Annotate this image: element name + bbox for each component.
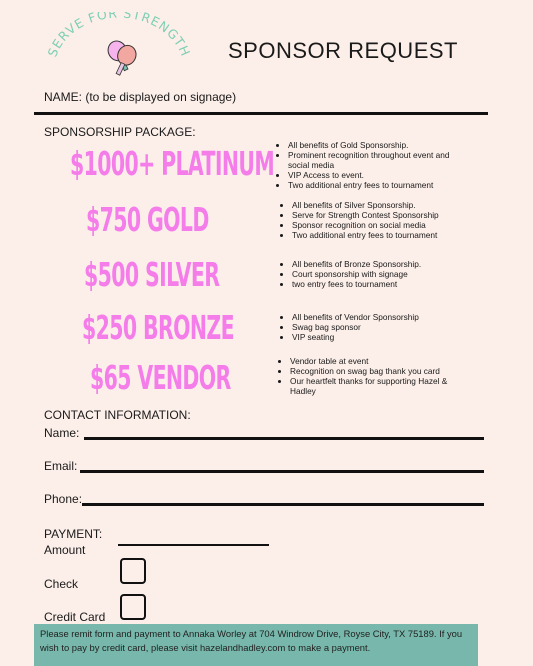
list-item: • Vendor table at event bbox=[290, 356, 468, 366]
vendor-benefits bbox=[276, 356, 468, 396]
tier-gold: $750 GOLD bbox=[86, 200, 209, 239]
name-line[interactable] bbox=[34, 112, 488, 115]
check-checkbox[interactable] bbox=[120, 558, 146, 584]
gold-benefits bbox=[278, 200, 472, 240]
logo-text: SERVE FOR STRENGTH bbox=[44, 12, 194, 59]
list-item: • two entry fees to tournament bbox=[292, 279, 472, 289]
footer-note: Please remit form and payment to Annaka Worley at 704 Windrow Drive, Royse City, TX 75189. If you wish to pay by credit card, please visit hazelandhadley.com to make a payment. bbox=[34, 624, 478, 666]
check-label: Check bbox=[44, 577, 79, 591]
amount-line[interactable] bbox=[118, 544, 269, 546]
bronze-benefits bbox=[278, 312, 472, 342]
list-item: • VIP seating bbox=[292, 332, 472, 342]
tier-vendor: $65 VENDOR bbox=[90, 358, 231, 397]
credit-card-checkbox[interactable] bbox=[120, 594, 146, 620]
list-item: • All benefits of Vendor Sponsorship bbox=[292, 312, 472, 322]
amount-label: Amount bbox=[44, 543, 86, 557]
name-label: NAME: (to be displayed on signage) bbox=[44, 90, 237, 104]
list-item: • Court sponsorship with signage bbox=[292, 269, 472, 279]
list-item: • Serve for Strength Contest Sponsorship bbox=[292, 210, 472, 220]
list-item: • Two additional entry fees to tournament bbox=[288, 180, 468, 190]
credit-card-label: Credit Card bbox=[44, 610, 106, 624]
package-label: SPONSORSHIP PACKAGE: bbox=[44, 125, 196, 139]
contact-email-line[interactable] bbox=[80, 470, 484, 473]
list-item: • All benefits of Gold Sponsorship. bbox=[288, 140, 468, 150]
page-title: SPONSOR REQUEST bbox=[228, 38, 458, 63]
logo bbox=[44, 12, 194, 78]
list-item: • Our heartfelt thanks for supporting Hazel & Hadley bbox=[290, 376, 468, 396]
contact-name-label: Name: bbox=[44, 426, 80, 440]
contact-name-line[interactable] bbox=[84, 437, 484, 440]
list-item: • Swag bag sponsor bbox=[292, 322, 472, 332]
contact-phone-line[interactable] bbox=[82, 503, 484, 506]
silver-benefits bbox=[278, 259, 472, 289]
list-item: • All benefits of Silver Sponsorship. bbox=[292, 200, 472, 210]
list-item: • Recognition on swag bag thank you card bbox=[290, 366, 468, 376]
tier-bronze: $250 BRONZE bbox=[82, 308, 234, 347]
list-item: • Two additional entry fees to tournament bbox=[292, 230, 472, 240]
contact-heading: CONTACT INFORMATION: bbox=[44, 408, 191, 422]
payment-heading: PAYMENT: bbox=[44, 527, 103, 541]
contact-email-label: Email: bbox=[44, 459, 78, 473]
tier-silver: $500 SILVER bbox=[84, 255, 220, 294]
list-item: • All benefits of Bronze Sponsorship. bbox=[292, 259, 472, 269]
contact-phone-label: Phone: bbox=[44, 492, 83, 506]
list-item: • VIP Access to event. bbox=[288, 170, 468, 180]
platinum-benefits bbox=[274, 140, 468, 190]
list-item: • Sponsor recognition on social media bbox=[292, 220, 472, 230]
tier-platinum: $1000+ PLATINUM bbox=[70, 144, 275, 183]
list-item: • Prominent recognition throughout event and social media bbox=[288, 150, 468, 170]
